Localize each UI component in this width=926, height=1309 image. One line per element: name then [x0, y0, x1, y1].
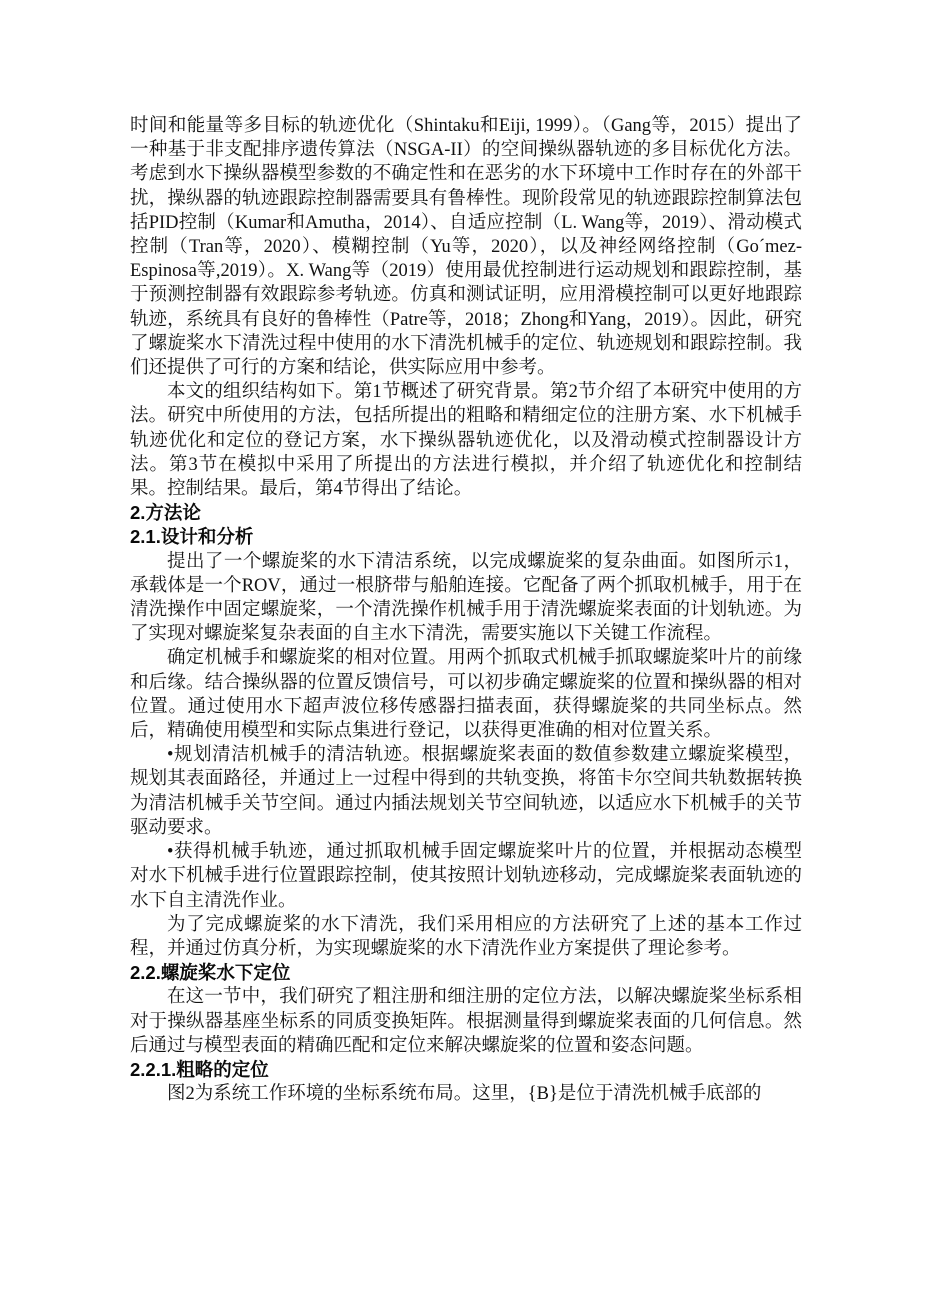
paragraph-registration-methods: 在这一节中，我们研究了粗注册和细注册的定位方法，以解决螺旋桨坐标系相对于操纵器基座坐标系的同质变换矩阵。根据测量得到螺旋桨表面的几何信息。然后通过与模型表面的精确匹配和定位来解决螺旋桨的位置和姿态问题。: [130, 987, 802, 1056]
paragraph-work-process-summary: 为了完成螺旋桨的水下清洗，我们采用相应的方法研究了上述的基本工作过程，并通过仿真分析，为实现螺旋桨的水下清洗作业方案提供了理论参考。: [130, 914, 802, 959]
paragraph-paper-organization: 本文的组织结构如下。第1节概述了研究背景。第2节介绍了本研究中使用的方法。研究中所使用的方法，包括所提出的粗略和精细定位的注册方案、水下机械手轨迹优化和定位的登记方案，水下操纵器轨迹优化，以及滑动模式控制器设计方法。第3节在模拟中采用了所提出的方法进行模拟，并介绍了轨迹优化和控制结果。控制结果。最后，第4节得出了结论。: [130, 382, 802, 500]
paragraph-trajectory-optimization-review: 时间和能量等多目标的轨迹优化（Shintaku和Eiji, 1999）。（Gang等，2015）提出了一种基于非支配排序遗传算法（NSGA-II）的空间操纵器轨迹的多目标优化方法。考虑到水下操纵器模型参数的不确定性和在恶劣的水下环境中工作时存在的外部干扰，操纵器的轨迹跟踪控制器需要具有鲁棒性。现阶段常见的轨迹跟踪控制算法包括PID控制（Kumar和Amutha，2014）、自适应控制（L. Wang等，2019）、滑动模式控制（Tran等，2020）、模糊控制（Yu等，2020），以及神经网络控制（Go´mez-Espinosa等,2019）。X. Wang等（2019）使用最优控制进行运动规划和跟踪控制，基于预测控制器有效跟踪参考轨迹。仿真和测试证明，应用滑模控制可以更好地跟踪轨迹，系统具有良好的鲁棒性（Patre等，2018；Zhong和Yang，2019）。因此，研究了螺旋桨水下清洗过程中使用的水下清洗机械手的定位、轨迹规划和跟踪控制。我们还提供了可行的方案和结论，供实际应用中参考。: [130, 116, 802, 379]
document-text-column: [130, 114, 802, 1106]
section-heading-design-and-analysis: 2.1.设计和分析: [130, 526, 254, 548]
section-heading-coarse-positioning: 2.2.1.粗略的定位: [130, 1058, 269, 1080]
paragraph-coordinate-system-layout: 图2为系统工作环境的坐标系统布局。这里，{B}是位于清洗机械手底部的: [167, 1084, 762, 1105]
section-heading-methodology: 2.方法论: [130, 502, 201, 524]
bullet-paragraph-manipulator-trajectory-tracking: •获得机械手轨迹，通过抓取机械手固定螺旋桨叶片的位置，并根据动态模型对水下机械手进行位置跟踪控制，使其按照计划轨迹移动，完成螺旋桨表面轨迹的水下自主清洗作业。: [130, 842, 802, 911]
paragraph-cleaning-system-overview: 提出了一个螺旋桨的水下清洁系统，以完成螺旋桨的复杂曲面。如图所示1，承载体是一个ROV，通过一根脐带与船舶连接。它配备了两个抓取机械手，用于在清洗操作中固定螺旋桨，一个清洗操作机械手用于清洗螺旋桨表面的计划轨迹。为了实现对螺旋桨复杂表面的自主水下清洗，需要实施以下关键工作流程。: [130, 551, 802, 645]
section-heading-underwater-positioning: 2.2.螺旋桨水下定位: [130, 962, 291, 984]
paragraph-relative-position-determination: 确定机械手和螺旋桨的相对位置。用两个抓取式机械手抓取螺旋桨叶片的前缘和后缘。结合操纵器的位置反馈信号，可以初步确定螺旋桨的位置和操纵器的相对位置。通过使用水下超声波位移传感器扫描表面，获得螺旋桨的共同坐标点。然后，精确使用模型和实际点集进行登记，以获得更准确的相对位置关系。: [130, 648, 802, 742]
bullet-paragraph-cleaning-trajectory-planning: •规划清洁机械手的清洁轨迹。根据螺旋桨表面的数值参数建立螺旋桨模型，规划其表面路径，并通过上一过程中得到的共轨变换，将笛卡尔空间共轨数据转换为清洁机械手关节空间。通过内插法规划关节空间轨迹，以适应水下机械手的关节驱动要求。: [130, 745, 802, 838]
